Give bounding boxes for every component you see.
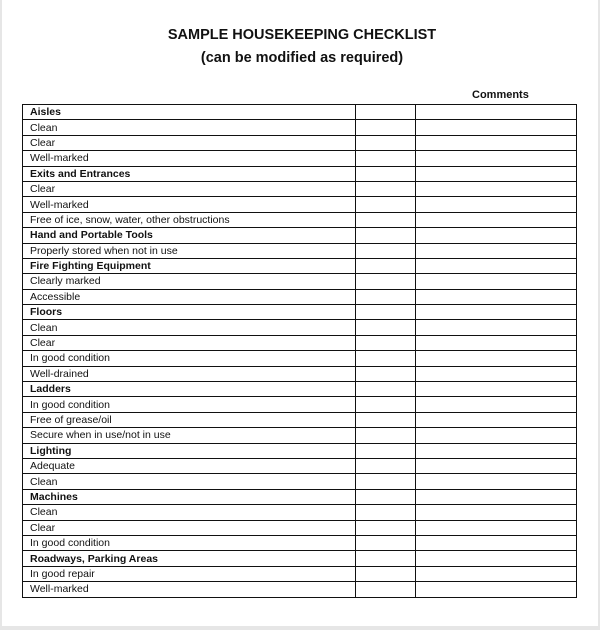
checklist-row bbox=[23, 428, 577, 443]
checklist-row bbox=[23, 197, 577, 212]
comments-cell[interactable] bbox=[416, 320, 577, 335]
comments-cell[interactable] bbox=[416, 382, 577, 397]
checklist-row bbox=[23, 120, 577, 135]
section-header-row bbox=[23, 105, 577, 120]
checklist-row bbox=[23, 582, 577, 597]
comments-cell[interactable] bbox=[416, 505, 577, 520]
check-cell[interactable] bbox=[356, 305, 416, 320]
checklist-row bbox=[23, 212, 577, 227]
checklist-item-label: Clear bbox=[23, 135, 356, 150]
comments-cell[interactable] bbox=[416, 551, 577, 566]
check-cell[interactable] bbox=[356, 258, 416, 273]
comments-cell[interactable] bbox=[416, 566, 577, 581]
check-cell[interactable] bbox=[356, 181, 416, 196]
checklist-item-label: Adequate bbox=[23, 458, 356, 473]
checklist-item-label: Well-marked bbox=[23, 582, 356, 597]
comments-cell[interactable] bbox=[416, 428, 577, 443]
comments-cell[interactable] bbox=[416, 274, 577, 289]
section-title: Ladders bbox=[23, 382, 356, 397]
checklist-row bbox=[23, 289, 577, 304]
check-cell[interactable] bbox=[356, 351, 416, 366]
check-cell[interactable] bbox=[356, 197, 416, 212]
check-cell[interactable] bbox=[356, 120, 416, 135]
check-cell[interactable] bbox=[356, 582, 416, 597]
section-header-row bbox=[23, 551, 577, 566]
document-subtitle: (can be modified as required) bbox=[200, 50, 404, 66]
comments-cell[interactable] bbox=[416, 258, 577, 273]
checklist-item-label: Clean bbox=[23, 120, 356, 135]
comments-cell[interactable] bbox=[416, 582, 577, 597]
check-cell[interactable] bbox=[356, 382, 416, 397]
checklist-row bbox=[23, 412, 577, 427]
check-cell[interactable] bbox=[356, 366, 416, 381]
checklist-item-label: Clear bbox=[23, 520, 356, 535]
check-cell[interactable] bbox=[356, 505, 416, 520]
section-header-row bbox=[23, 258, 577, 273]
section-header-row bbox=[23, 382, 577, 397]
check-cell[interactable] bbox=[356, 289, 416, 304]
check-cell[interactable] bbox=[356, 105, 416, 120]
checklist-row bbox=[23, 458, 577, 473]
section-title: Roadways, Parking Areas bbox=[23, 551, 356, 566]
section-header-row bbox=[23, 305, 577, 320]
comments-cell[interactable] bbox=[416, 305, 577, 320]
section-title: Hand and Portable Tools bbox=[23, 228, 356, 243]
section-header-row bbox=[23, 489, 577, 504]
check-cell[interactable] bbox=[356, 520, 416, 535]
checklist-item-label: Clearly marked bbox=[23, 274, 356, 289]
check-cell[interactable] bbox=[356, 228, 416, 243]
checklist-item-label: Accessible bbox=[23, 289, 356, 304]
comments-cell[interactable] bbox=[416, 120, 577, 135]
comments-cell[interactable] bbox=[416, 397, 577, 412]
comments-cell[interactable] bbox=[416, 535, 577, 550]
checklist-item-label: Secure when in use/not in use bbox=[23, 428, 356, 443]
checklist-row bbox=[23, 535, 577, 550]
checklist-row bbox=[23, 397, 577, 412]
section-title: Exits and Entrances bbox=[23, 166, 356, 181]
checklist-row bbox=[23, 274, 577, 289]
checklist-item-label: In good condition bbox=[23, 351, 356, 366]
checklist-item-label: Clear bbox=[23, 181, 356, 196]
checklist-row bbox=[23, 320, 577, 335]
comments-cell[interactable] bbox=[416, 443, 577, 458]
section-title: Aisles bbox=[23, 105, 356, 120]
checklist-item-label: In good condition bbox=[23, 535, 356, 550]
checklist-table bbox=[22, 104, 577, 598]
comments-cell[interactable] bbox=[416, 243, 577, 258]
check-cell[interactable] bbox=[356, 474, 416, 489]
comments-cell[interactable] bbox=[416, 474, 577, 489]
checklist-item-label: Clear bbox=[23, 335, 356, 350]
check-cell[interactable] bbox=[356, 397, 416, 412]
checklist-item-label: Free of ice, snow, water, other obstructions bbox=[23, 212, 356, 227]
checklist-row bbox=[23, 520, 577, 535]
check-cell[interactable] bbox=[356, 212, 416, 227]
checklist-item-label: Well-drained bbox=[23, 366, 356, 381]
checklist-row bbox=[23, 474, 577, 489]
check-cell[interactable] bbox=[356, 535, 416, 550]
check-cell[interactable] bbox=[356, 412, 416, 427]
section-header-row bbox=[23, 228, 577, 243]
check-cell[interactable] bbox=[356, 335, 416, 350]
checklist-row bbox=[23, 151, 577, 166]
comments-cell[interactable] bbox=[416, 458, 577, 473]
comments-cell[interactable] bbox=[416, 289, 577, 304]
comments-cell[interactable] bbox=[416, 212, 577, 227]
checklist-item-label: In good repair bbox=[23, 566, 356, 581]
check-cell[interactable] bbox=[356, 274, 416, 289]
section-title: Fire Fighting Equipment bbox=[23, 258, 356, 273]
checklist-item-label: Well-marked bbox=[23, 197, 356, 212]
section-title: Lighting bbox=[23, 443, 356, 458]
comments-cell[interactable] bbox=[416, 166, 577, 181]
document-title: SAMPLE HOUSEKEEPING CHECKLIST bbox=[167, 27, 437, 43]
checklist-item-label: Free of grease/oil bbox=[23, 412, 356, 427]
checklist-item-label: Properly stored when not in use bbox=[23, 243, 356, 258]
check-cell[interactable] bbox=[356, 135, 416, 150]
comments-cell[interactable] bbox=[416, 105, 577, 120]
checklist-row bbox=[23, 351, 577, 366]
checklist-row bbox=[23, 505, 577, 520]
check-cell[interactable] bbox=[356, 458, 416, 473]
checklist-item-label: Clean bbox=[23, 505, 356, 520]
comments-cell[interactable] bbox=[416, 151, 577, 166]
comments-cell[interactable] bbox=[416, 335, 577, 350]
check-cell[interactable] bbox=[356, 320, 416, 335]
comments-cell[interactable] bbox=[416, 489, 577, 504]
comments-column-header: Comments bbox=[472, 89, 529, 101]
section-header-row bbox=[23, 166, 577, 181]
check-cell[interactable] bbox=[356, 428, 416, 443]
checklist-row bbox=[23, 181, 577, 196]
checklist-item-label: Clean bbox=[23, 320, 356, 335]
checklist-row bbox=[23, 566, 577, 581]
checklist-item-label: In good condition bbox=[23, 397, 356, 412]
section-title: Floors bbox=[23, 305, 356, 320]
checklist-item-label: Clean bbox=[23, 474, 356, 489]
checklist-row bbox=[23, 366, 577, 381]
comments-cell[interactable] bbox=[416, 412, 577, 427]
check-cell[interactable] bbox=[356, 443, 416, 458]
comments-cell[interactable] bbox=[416, 197, 577, 212]
comments-cell[interactable] bbox=[416, 366, 577, 381]
check-cell[interactable] bbox=[356, 551, 416, 566]
check-cell[interactable] bbox=[356, 151, 416, 166]
check-cell[interactable] bbox=[356, 243, 416, 258]
checklist-item-label: Well-marked bbox=[23, 151, 356, 166]
check-cell[interactable] bbox=[356, 489, 416, 504]
comments-cell[interactable] bbox=[416, 181, 577, 196]
checklist-row bbox=[23, 135, 577, 150]
comments-cell[interactable] bbox=[416, 135, 577, 150]
section-title: Machines bbox=[23, 489, 356, 504]
section-header-row bbox=[23, 443, 577, 458]
checklist-row bbox=[23, 243, 577, 258]
comments-cell[interactable] bbox=[416, 228, 577, 243]
check-cell[interactable] bbox=[356, 566, 416, 581]
check-cell[interactable] bbox=[356, 166, 416, 181]
comments-cell[interactable] bbox=[416, 520, 577, 535]
checklist-row bbox=[23, 335, 577, 350]
comments-cell[interactable] bbox=[416, 351, 577, 366]
